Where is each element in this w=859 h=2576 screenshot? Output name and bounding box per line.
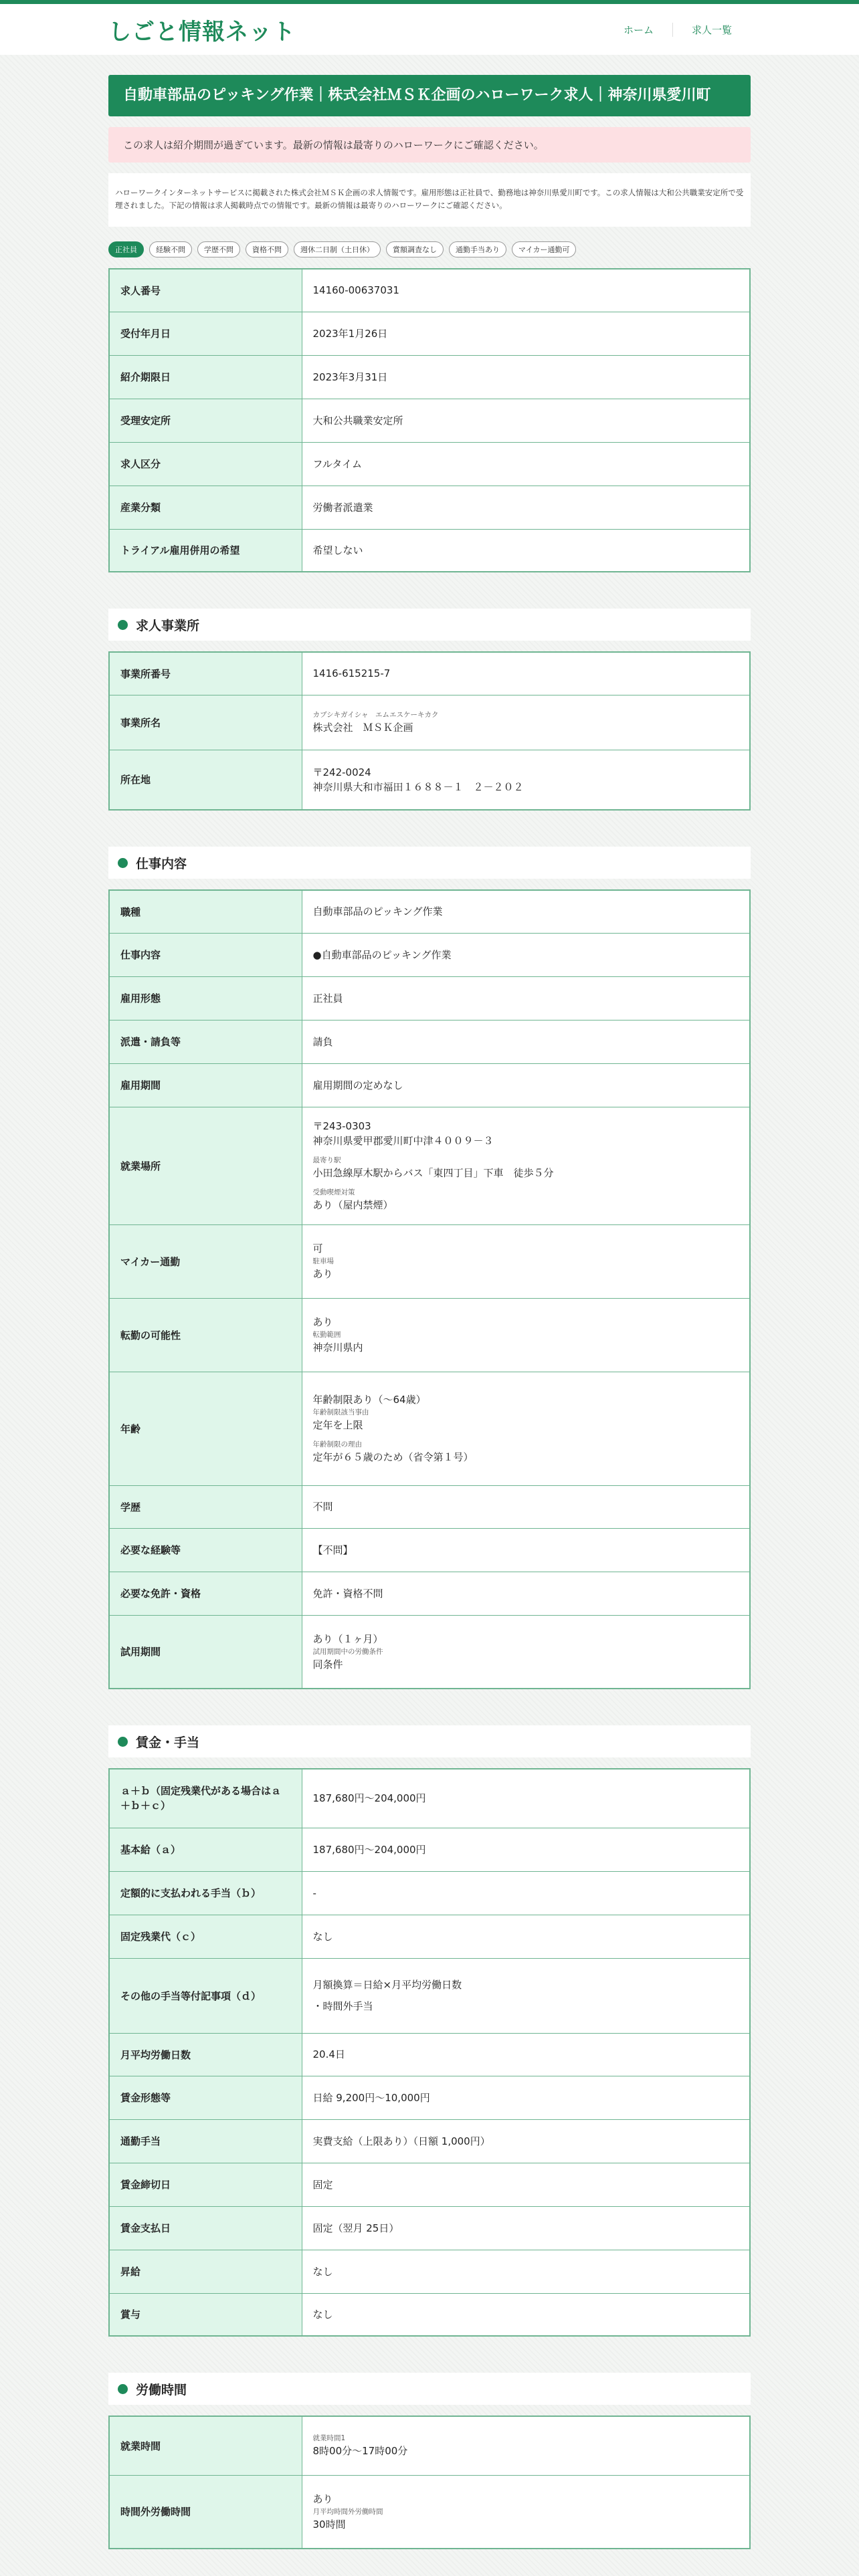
row-label: 求人区分 — [109, 442, 302, 486]
bullet-icon — [118, 2384, 128, 2394]
row-value: 2023年1月26日 — [302, 312, 750, 355]
tag-item: 週休二日制（土日休） — [294, 241, 381, 257]
table-row — [109, 2293, 750, 2336]
row-value: 2023年3月31日 — [302, 355, 750, 399]
office-name: 株式会社 ＭＳＫ企画 — [312, 722, 413, 734]
row-label: 月平均労働日数 — [109, 2033, 302, 2076]
tag-item: 学歴不問 — [197, 241, 240, 257]
basic-info-table — [108, 268, 751, 572]
office-zip: 〒242-0024 — [312, 766, 371, 778]
age-why: 定年が６５歳のため（省令第１号） — [312, 1451, 474, 1463]
shiyou-value: あり（１ヶ月） — [312, 1632, 383, 1645]
table-row — [109, 1615, 750, 1689]
row-label: 転勤の可能性 — [109, 1298, 302, 1372]
bullet-icon — [118, 1737, 128, 1747]
row-label: 雇用形態 — [109, 976, 302, 1020]
table-row — [109, 1063, 750, 1107]
row-label: 求人番号 — [109, 269, 302, 312]
office-address: 神奈川県大和市福田１６８８－１ ２－２０２ — [312, 780, 524, 793]
nav-job-list-link[interactable]: 求人一覧 — [672, 23, 751, 37]
table-row — [109, 2475, 750, 2549]
mycar-value: 可 — [312, 1243, 323, 1255]
row-value: なし — [302, 2293, 750, 2336]
station-value: 小田急線厚木駅からバス「東四丁目」下車 徒歩５分 — [312, 1167, 554, 1179]
main-nav — [605, 23, 751, 37]
row-value: 希望しない — [302, 529, 750, 572]
main-content — [108, 55, 751, 2549]
row-label: 受理安定所 — [109, 399, 302, 442]
row-label: 試用期間 — [109, 1615, 302, 1689]
table-row — [109, 750, 750, 810]
tag-list — [108, 241, 751, 257]
row-value: フルタイム — [302, 442, 750, 486]
row-value: - — [302, 1871, 750, 1915]
row-value: 20.4日 — [302, 2033, 750, 2076]
row-label: トライアル雇用併用の希望 — [109, 529, 302, 572]
row-label: 固定残業代（ｃ） — [109, 1915, 302, 1958]
place-zip: 〒243-0303 — [312, 1120, 371, 1132]
row-value: なし — [302, 1915, 750, 1958]
table-row — [109, 2076, 750, 2119]
tag-item: 資格不問 — [246, 241, 288, 257]
row-label: ａ＋ｂ（固定残業代がある場合はａ＋ｂ＋ｃ） — [109, 1769, 302, 1828]
tag-item: 通勤手当あり — [449, 241, 506, 257]
tag-item: 正社員 — [108, 241, 144, 257]
nav-home-link[interactable]: ホーム — [623, 23, 654, 36]
other-allowance-2: ・時間外手当 — [312, 2000, 373, 2012]
shiyou-cond: 同条件 — [312, 1658, 343, 1671]
row-label: 就業時間 — [109, 2416, 302, 2475]
row-label: 仕事内容 — [109, 933, 302, 976]
section-title: 賃金・手当 — [136, 1735, 200, 1750]
bullet-icon — [118, 858, 128, 868]
row-label: 職種 — [109, 890, 302, 933]
row-value: 実費支給（上限あり）（日額 1,000円） — [302, 2119, 750, 2163]
smoke-value: あり（屋内禁煙） — [312, 1199, 393, 1211]
table-row — [109, 652, 750, 695]
zangyo-value: あり — [312, 2492, 333, 2505]
row-label: 賃金支払日 — [109, 2206, 302, 2250]
table-row — [109, 2163, 750, 2206]
table-row — [109, 1769, 750, 1828]
row-label: 賃金形態等 — [109, 2076, 302, 2119]
table-row — [109, 2033, 750, 2076]
table-row — [109, 695, 750, 750]
shugyo-caption: 就業時間1 — [312, 2434, 346, 2443]
age-reason: 定年を上限 — [312, 1419, 363, 1431]
table-row — [109, 1958, 750, 2033]
row-label: 基本給（ａ） — [109, 1828, 302, 1871]
row-label: 就業場所 — [109, 1107, 302, 1224]
bullet-icon — [118, 620, 128, 630]
section-heading-office — [108, 609, 751, 641]
row-value: 固定（翌月 25日） — [302, 2206, 750, 2250]
job-table — [108, 889, 751, 1689]
row-label: 産業分類 — [109, 486, 302, 529]
table-row — [109, 486, 750, 529]
table-row — [109, 442, 750, 486]
row-label: 賃金締切日 — [109, 2163, 302, 2206]
hours-table — [108, 2416, 751, 2549]
row-value: なし — [302, 2250, 750, 2293]
parking-caption: 駐車場 — [312, 1257, 334, 1265]
tag-item: 経験不問 — [149, 241, 192, 257]
table-row — [109, 1572, 750, 1615]
row-value: 187,680円～204,000円 — [302, 1769, 750, 1828]
row-label: 所在地 — [109, 750, 302, 810]
table-row — [109, 1485, 750, 1528]
shugyo-value: 8時00分～17時00分 — [312, 2445, 408, 2458]
age-value: 年齢制限あり（～64歳） — [312, 1394, 426, 1406]
row-value: 固定 — [302, 2163, 750, 2206]
tag-item: マイカー通勤可 — [512, 241, 576, 257]
row-label: 事業所番号 — [109, 652, 302, 695]
table-row — [109, 529, 750, 572]
tenkin-caption: 転勤範囲 — [312, 1331, 341, 1339]
section-heading-job — [108, 847, 751, 879]
table-row — [109, 2416, 750, 2475]
table-row — [109, 2119, 750, 2163]
table-row — [109, 1107, 750, 1224]
row-label: 定額的に支払われる手当（ｂ） — [109, 1871, 302, 1915]
table-row — [109, 933, 750, 976]
row-label: 学歴 — [109, 1485, 302, 1528]
age-caption: 年齢制限該当事由 — [312, 1408, 369, 1416]
row-label: 事業所名 — [109, 695, 302, 750]
row-value: 大和公共職業安定所 — [302, 399, 750, 442]
row-value: 【不問】 — [302, 1528, 750, 1572]
row-value: 労働者派遣業 — [302, 486, 750, 529]
table-row — [109, 1871, 750, 1915]
other-allowance-1: 月額換算＝日給×月平均労働日数 — [312, 1979, 462, 1991]
station-caption: 最寄り駅 — [312, 1156, 341, 1164]
row-value: 自動車部品のピッキング作業 — [302, 890, 750, 933]
table-row — [109, 399, 750, 442]
table-row — [109, 269, 750, 312]
site-logo[interactable]: しごと情報ネット — [108, 18, 296, 45]
table-row — [109, 2250, 750, 2293]
shiyou-caption: 試用期間中の労働条件 — [312, 1647, 383, 1656]
row-label: 必要な免許・資格 — [109, 1572, 302, 1615]
place-address: 神奈川県愛甲郡愛川町中津４００９－３ — [312, 1135, 494, 1147]
tenkin-area: 神奈川県内 — [312, 1341, 363, 1354]
office-number: 1416-615215-7 — [302, 652, 750, 695]
table-row — [109, 1020, 750, 1063]
row-label: 賞与 — [109, 2293, 302, 2336]
row-value: 187,680円～204,000円 — [302, 1828, 750, 1871]
wage-table — [108, 1768, 751, 2337]
section-heading-wage — [108, 1725, 751, 1757]
row-value: 正社員 — [302, 976, 750, 1020]
office-table — [108, 651, 751, 811]
parking-value: あり — [312, 1268, 333, 1280]
smoke-caption: 受動喫煙対策 — [312, 1188, 355, 1196]
tag-item: 賞額調査なし — [386, 241, 444, 257]
expired-alert: この求人は紹介期間が過ぎています。最新の情報は最寄りのハローワークにご確認ください。 — [108, 127, 751, 163]
tenkin-value: あり — [312, 1316, 333, 1328]
row-value: 免許・資格不問 — [302, 1572, 750, 1615]
section-heading-hours — [108, 2373, 751, 2405]
table-row — [109, 2206, 750, 2250]
row-label: その他の手当等付記事項（ｄ） — [109, 1958, 302, 2033]
section-title: 仕事内容 — [136, 856, 187, 871]
row-label: 必要な経験等 — [109, 1528, 302, 1572]
row-label: 受付年月日 — [109, 312, 302, 355]
site-header — [0, 4, 859, 55]
row-label: 昇給 — [109, 2250, 302, 2293]
row-label: マイカー通勤 — [109, 1224, 302, 1298]
table-row — [109, 1828, 750, 1871]
row-label: 雇用期間 — [109, 1063, 302, 1107]
page-title: 自動車部品のピッキング作業｜株式会社ＭＳＫ企画のハローワーク求人｜神奈川県愛川町 — [108, 75, 751, 116]
row-value: 不問 — [302, 1485, 750, 1528]
table-row — [109, 1224, 750, 1298]
row-value: 雇用期間の定めなし — [302, 1063, 750, 1107]
table-row — [109, 976, 750, 1020]
table-row — [109, 890, 750, 933]
row-label: 年齢 — [109, 1372, 302, 1485]
section-title: 求人事業所 — [136, 618, 200, 633]
age-why-caption: 年齢制限の理由 — [312, 1440, 362, 1448]
table-row — [109, 355, 750, 399]
row-label: 紹介期限日 — [109, 355, 302, 399]
table-row — [109, 1372, 750, 1485]
zangyo-hours: 30時間 — [312, 2518, 346, 2531]
zangyo-caption: 月平均時間外労働時間 — [312, 2507, 383, 2516]
row-label: 時間外労働時間 — [109, 2475, 302, 2549]
row-label: 通勤手当 — [109, 2119, 302, 2163]
row-value: ●自動車部品のピッキング作業 — [302, 933, 750, 976]
row-label: 派遣・請負等 — [109, 1020, 302, 1063]
intro-text: ハローワークインターネットサービスに掲載された株式会社ＭＳＫ企画の求人情報です。雇用形態は正社員で、勤務地は神奈川県愛川町です。この求人情報は大和公共職業安定所で受理されました。下記の情報は求人掲載時点での情報です。最新の情報は最寄りのハローワークにご確認ください。 — [108, 173, 751, 227]
table-row — [109, 312, 750, 355]
row-value: 請負 — [302, 1020, 750, 1063]
table-row — [109, 1915, 750, 1958]
office-name-kana: カブシキガイシャ エムエスケーキカク — [312, 711, 439, 719]
table-row — [109, 1298, 750, 1372]
table-row — [109, 1528, 750, 1572]
section-title: 労働時間 — [136, 2382, 187, 2397]
row-value: 日給 9,200円～10,000円 — [302, 2076, 750, 2119]
row-value: 14160-00637031 — [302, 269, 750, 312]
